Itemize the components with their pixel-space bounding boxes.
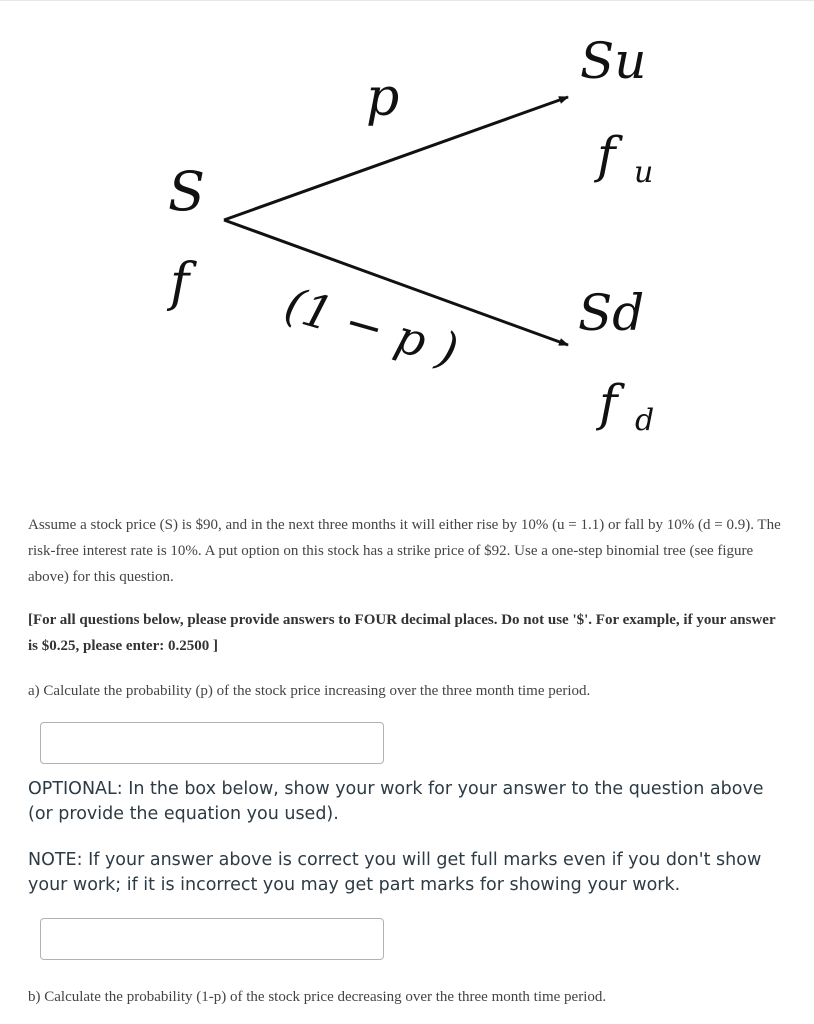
down-price-label: Sd (578, 284, 645, 342)
binomial-tree-diagram (0, 0, 814, 470)
grading-note: NOTE: If your answer above is correct you will get full marks even if you don't show your work; if it is incorrect you may get part marks for showing your work. (28, 850, 762, 895)
up-value-label: f (597, 126, 616, 184)
root-price-label: S (168, 160, 205, 223)
down-value-subscript: d (635, 403, 655, 438)
question-a-text: a) Calculate the probability (p) of the stock price increasing over the three month time period. (28, 683, 591, 699)
work-shown-input[interactable] (40, 918, 384, 960)
problem-statement: Assume a stock price (S) is $90, and in the next three months it will either rise by 10% (u = 1.1) or fall by 10% (d = 0.9). The risk-free interest rate is 10%. A put option on this stock has a strike price of $92. Use a one-step binomial tree (see figure above) for this question. (28, 517, 781, 585)
down-probability-label: (1 − p ) (278, 276, 465, 378)
question-a-answer-input[interactable] (40, 722, 384, 764)
up-price-label: Su (580, 32, 647, 90)
up-probability-label: p (366, 68, 400, 128)
answer-format-instructions: [For all questions below, please provide answers to FOUR decimal places. Do not use '$'. For example, if your answer is $0.25, please enter: 0.2500 ] (28, 612, 776, 654)
down-value-label: f (599, 374, 618, 432)
up-value-subscript: u (634, 155, 654, 190)
question-b-text: b) Calculate the probability (1-p) of the stock price decreasing over the three month time period. (28, 989, 607, 1005)
root-value-label: f (170, 253, 190, 313)
optional-work-instructions: OPTIONAL: In the box below, show your work for your answer to the question above (or provide the equation you used). (28, 779, 764, 824)
